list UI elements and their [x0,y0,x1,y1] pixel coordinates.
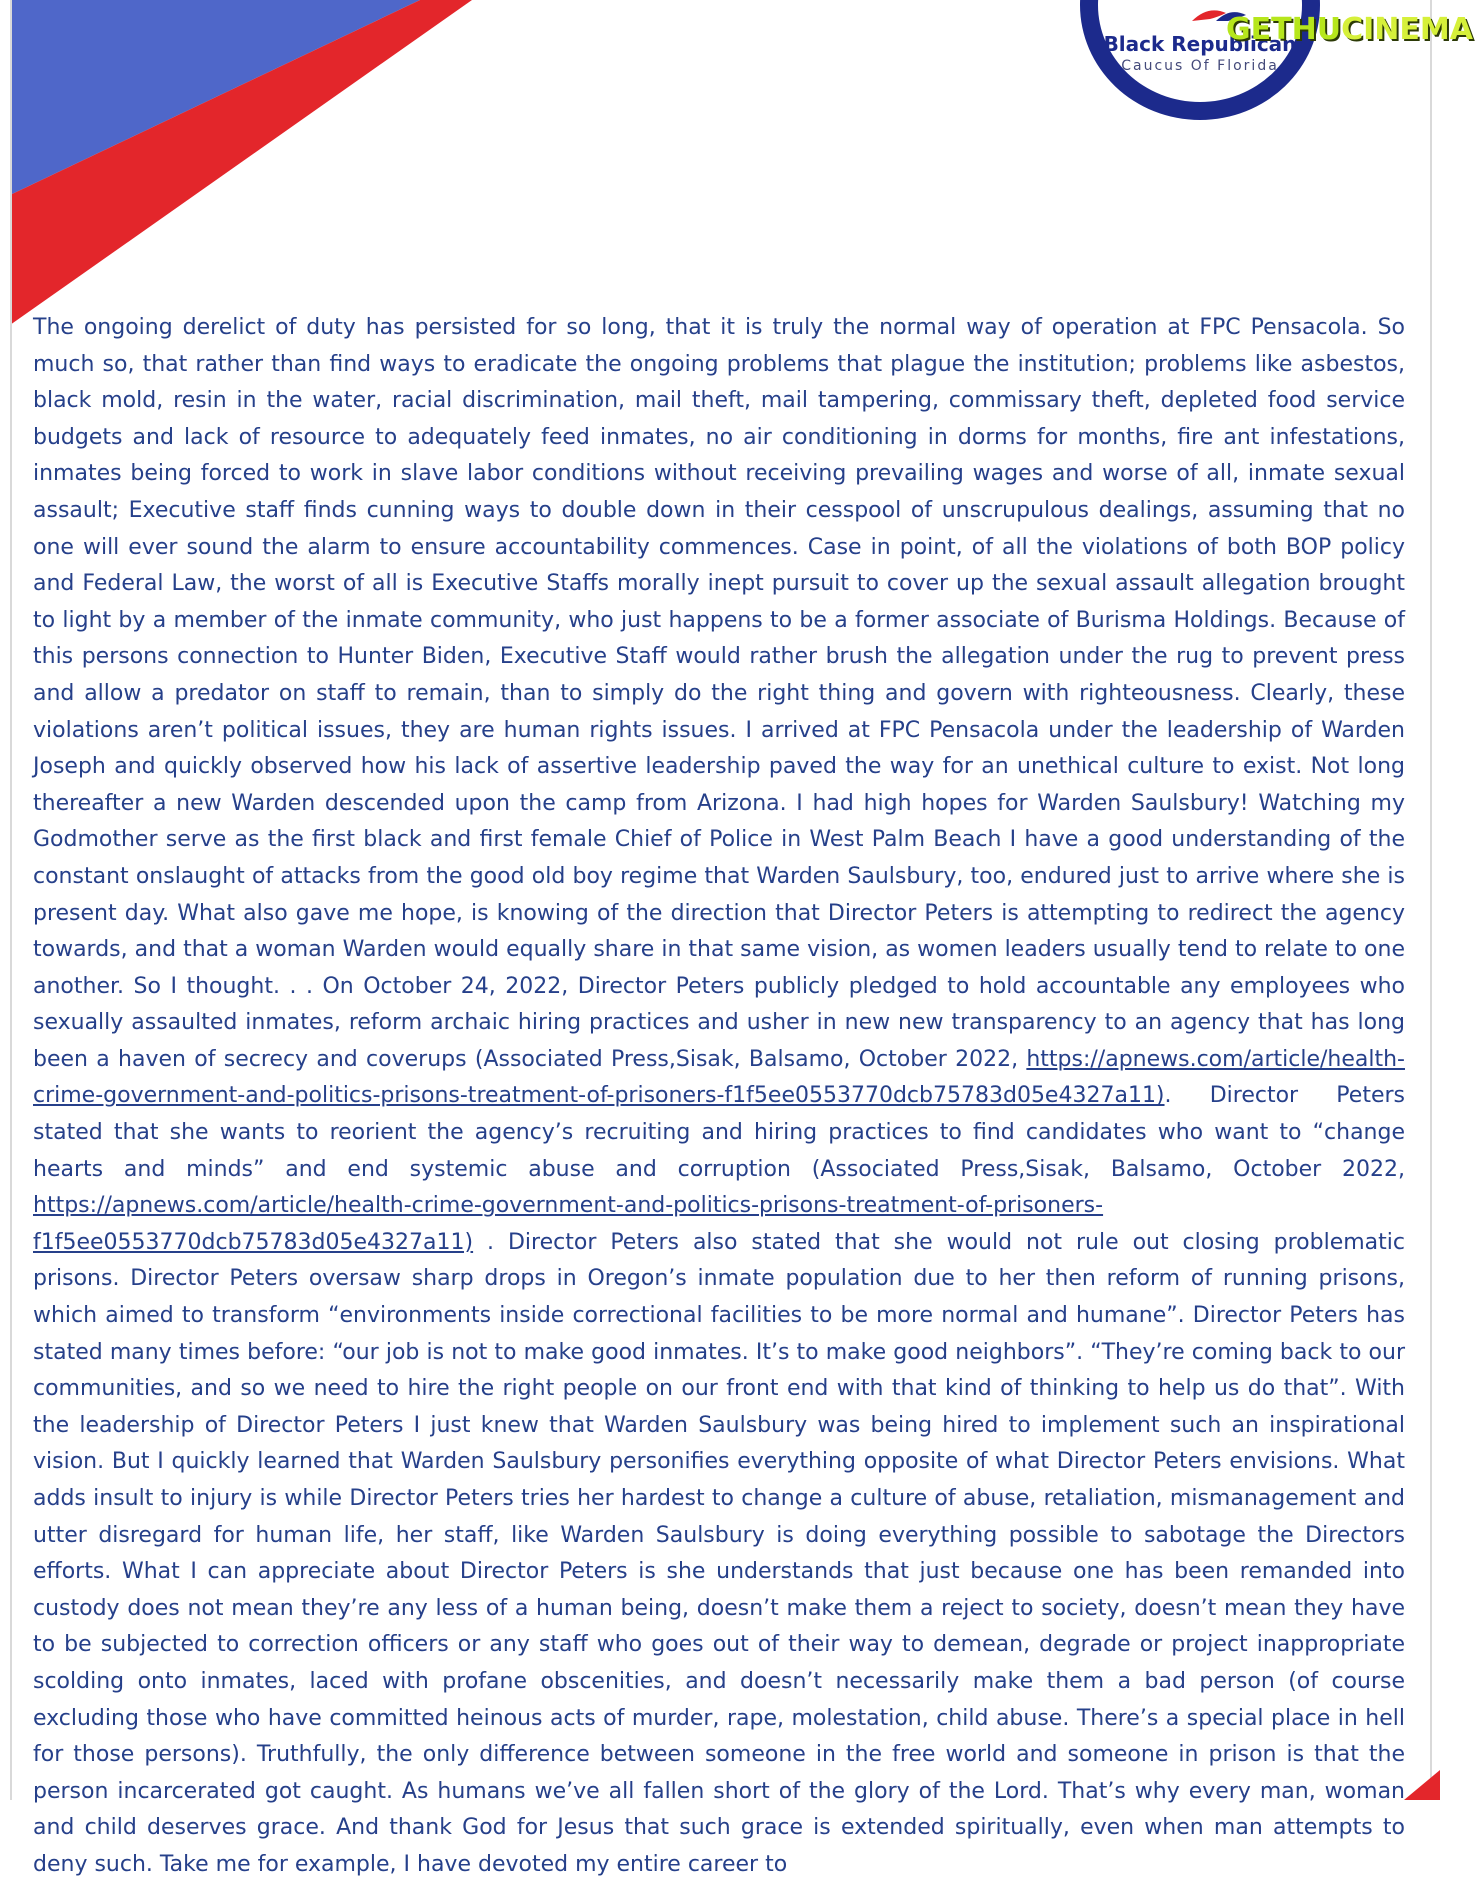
watermark-part-1: GETHU [1226,12,1342,47]
body-segment-2: . Director Peters stated that she wants to reorient the agency’s recruiting and hiring practices to find candidates who want to “change hearts and minds” and end systemic abuse and corruption (Associated Press,Sisak, Balsamo, October 2022, [33,1083,1405,1182]
watermark-part-2: CINEMA [1341,12,1473,47]
left-page-rule [10,0,12,1800]
body-segment-1: The ongoing derelict of duty has persisted for so long, that it is truly the normal way of operation at FPC Pensacola. So much so, that rather than find ways to eradicate the ongoing problems that plague the institution; problems like asbestos, black mold, resin in the water, racial discrimination, mail theft, mail tampering, commissary theft, depleted food service budgets and lack of resource to adequately feed inmates, no air conditioning in dorms for months, fire ant infestations, inmates being forced to work in slave labor conditions without receiving prevailing wages and worse of all, inmate sexual assault; Executive staff finds cunning ways to double down in their cesspool of unscrupulous dealings, assuming that no one will ever sound the alarm to ensure accountability commences. Case in point, of all the violations of both BOP policy and Federal Law, the worst of all is Executive Staffs morally inept pursuit to cover up the sexual assault allegation brought to light by a member of the inmate community, who just happens to be a former associate of Burisma Holdings. Because of this persons connection to Hunter Biden, Executive Staff would rather brush the allegation under the rug to prevent press and allow a predator on staff to remain, than to simply do the right thing and govern with righteousness. Clearly, these violations aren’t political issues, they are human rights issues. I arrived at FPC Pensacola under the leadership of Warden Joseph and quickly observed how his lack of assertive leadership paved the way for an unethical culture to exist. Not long thereafter a new Warden descended upon the camp from Arizona. I had high hopes for Warden Saulsbury! Watching my Godmother serve as the first black and first female Chief of Police in West Palm Beach I have a good understanding of the constant onslaught of attacks from the good old boy regime that Warden Saulsbury, too, endured just to arrive where she is present day. What also gave me hope, is knowing of the direction that Director Peters is attempting to redirect the agency towards, and that a woman Warden would equally share in that same vision, as women leaders usually tend to relate to one another. So I thought. . . On October 24, 2022, Director Peters publicly pledged to hold accountable any employees who sexually assaulted inmates, reform archaic hiring practices and usher in new new transparency to an agency that has long been a haven of secrecy and coverups (Associated Press,Sisak, Balsamo, October 2022, [33,315,1405,1072]
document-body [33,310,1405,1884]
watermark-logo [1222,10,1477,50]
right-page-rule [1430,0,1432,1800]
apnews-link-1[interactable]: https://apnews.com/article/health-crime-government-and-politics-prisons-treatment-of-prisoners-f1f5ee0553770dcb75783d05e4327a11) [33,1046,1405,1109]
footer-red-corner [1404,1770,1440,1800]
apnews-link-2[interactable]: https://apnews.com/article/health-crime-government-and-politics-prisons-treatment-of-prisoners-f1f5ee0553770dcb75783d05e4327a11) [33,1193,1104,1255]
logo-subtitle: Caucus Of Florida [1121,58,1279,74]
logo-title: Black Republican [1103,32,1297,56]
body-segment-3: . Director Peters also stated that she would not rule out closing problematic prisons. Director Peters oversaw sharp drops in Oregon’s inmate population due to her then reform of running prisons, which aimed to transform “environments inside correctional facilities to be more normal and humane”. Director Peters has stated many times before: “our job is not to make good inmates. It’s to make good neighbors”. “They’re coming back to our communities, and so we need to hire the right people on our front end with that kind of thinking to help us do that”. With the leadership of Director Peters I just knew that Warden Saulsbury was being hired to implement such an inspirational vision. But I quickly learned that Warden Saulsbury personifies everything opposite of what Director Peters envisions. What adds insult to injury is while Director Peters tries her hardest to change a culture of abuse, retaliation, mismanagement and utter disregard for human life, her staff, like Warden Saulsbury is doing everything possible to sabotage the Directors efforts. What I can appreciate about Director Peters is she understands that just because one has been remanded into custody does not mean they’re any less of a human being, doesn’t make them a reject to society, doesn’t mean they have to be subjected to correction officers or any staff who goes out of their way to demean, degrade or project inappropriate scolding onto inmates, laced with profane obscenities, and doesn’t necessarily make them a bad person (of course excluding those who have committed heinous acts of murder, rape, molestation, child abuse. There’s a special place in hell for those persons). Truthfully, the only difference between someone in the free world and someone in prison is that the person incarcerated got caught. As humans we’ve all fallen short of the glory of the Lord. That’s why every man, woman and child deserves grace. And thank God for Jesus that such grace is extended spiritually, even when man attempts to deny such. Take me for example, I have devoted my entire career to [33,1229,1405,1877]
